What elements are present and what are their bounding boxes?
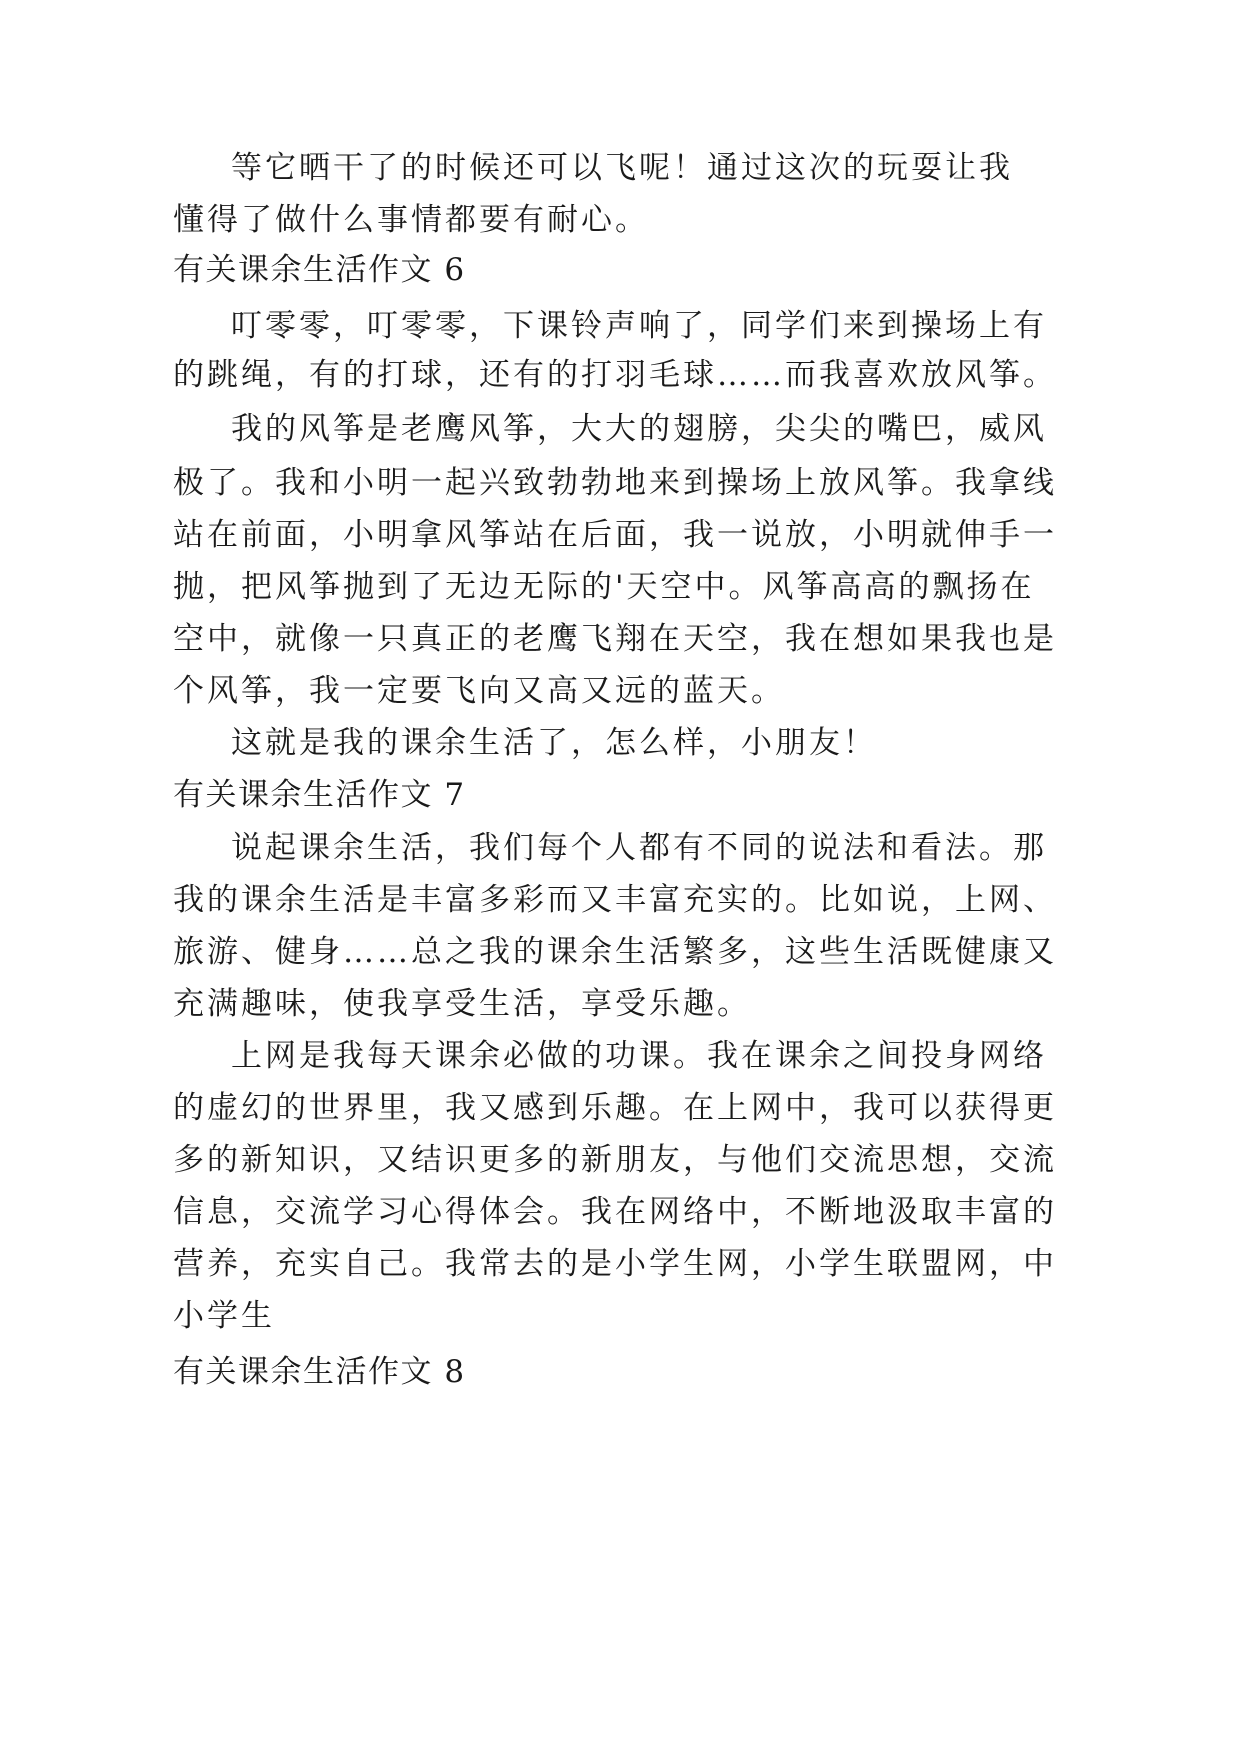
text-line: 充满趣味，使我享受生活，享受乐趣。 <box>173 986 751 1022</box>
text-line: 抛，把风筝抛到了无边无际的'天空中。风筝高高的飘扬在 <box>173 569 1035 605</box>
text-line: 信息，交流学习心得体会。我在网络中，不断地汲取丰富的 <box>173 1194 1057 1230</box>
text-line: 多的新知识，又结识更多的新朋友，与他们交流思想，交流 <box>173 1142 1057 1178</box>
text-line: 旅游、健身……总之我的课余生活繁多，这些生活既健康又 <box>173 934 1057 970</box>
text-line: 懂得了做什么事情都要有耐心。 <box>173 202 649 238</box>
text-line: 的虚幻的世界里，我又感到乐趣。在上网中，我可以获得更 <box>173 1090 1057 1126</box>
text-line: 叮零零，叮零零，下课铃声响了，同学们来到操场上有 <box>231 308 1047 344</box>
text-line: 等它晒干了的时候还可以飞呢！通过这次的玩耍让我 <box>231 150 1013 186</box>
text-line: 空中，就像一只真正的老鹰飞翔在天空，我在想如果我也是 <box>173 621 1057 657</box>
text-line: 这就是我的课余生活了，怎么样，小朋友！ <box>231 725 877 761</box>
text-line: 极了。我和小明一起兴致勃勃地来到操场上放风筝。我拿线 <box>173 465 1057 501</box>
text-line: 我的风筝是老鹰风筝，大大的翅膀，尖尖的嘴巴，威风 <box>231 411 1047 447</box>
text-line: 说起课余生活，我们每个人都有不同的说法和看法。那 <box>231 830 1047 866</box>
text-line: 的跳绳，有的打球，还有的打羽毛球……而我喜欢放风筝。 <box>173 357 1057 393</box>
text-line: 站在前面，小明拿风筝站在后面，我一说放，小明就伸手一 <box>173 517 1057 553</box>
text-line: 我的课余生活是丰富多彩而又丰富充实的。比如说，上网、 <box>173 882 1057 918</box>
text-line: 营养，充实自己。我常去的是小学生网，小学生联盟网，中 <box>173 1246 1057 1282</box>
section-heading: 有关课余生活作文 6 <box>173 252 466 288</box>
text-line: 上网是我每天课余必做的功课。我在课余之间投身网络 <box>231 1038 1047 1074</box>
section-heading: 有关课余生活作文 7 <box>173 777 466 813</box>
text-line: 个风筝，我一定要飞向又高又远的蓝天。 <box>173 673 785 709</box>
section-heading: 有关课余生活作文 8 <box>173 1354 466 1390</box>
text-line: 小学生 <box>173 1298 275 1334</box>
